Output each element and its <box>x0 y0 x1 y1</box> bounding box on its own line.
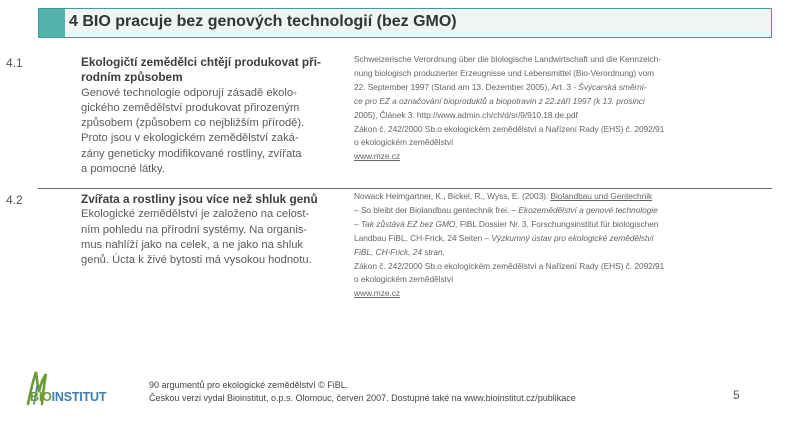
body-line: způsobem (způsobem co nejbližším přírodě). <box>81 117 305 130</box>
reference-line: Schweizerische Verordnung über die biologische Landwirtschaft und die Kennzeich- <box>354 54 661 64</box>
reference-link[interactable]: www.mze.cz <box>354 151 401 162</box>
section-title-line: Ekologičtí zemědělci chtějí produkovat při- <box>81 55 321 69</box>
ref-italic: – Tak zůstává EZ bez GMO, <box>354 218 458 229</box>
body-line: mus nahlíží jako na celek, a ne jako na shluk <box>81 238 304 251</box>
section-title-line: rodním způsobem <box>81 70 183 85</box>
reference-link[interactable]: Biolandbau und Gentechnik <box>550 191 653 201</box>
page-title: 4 BIO pracuje bez genových technologií (bez GMO) <box>69 13 457 30</box>
footer-copyright: 90 argumentů pro ekologické zemědělství © FiBL. <box>149 380 349 390</box>
reference-line <box>354 204 774 218</box>
body-line: genů. Úcta k živé bytosti má vysokou hodnotu. <box>81 254 312 267</box>
bioinstitut-logo <box>22 370 142 410</box>
reference-line: o ekologickém zemědělství <box>354 137 454 148</box>
section-header <box>38 8 772 38</box>
reference-line <box>354 190 774 204</box>
logo-suffix: INSTITUT <box>51 390 107 404</box>
section-title-line: Zvířata a rostliny jsou více než shluk genů <box>81 192 318 206</box>
reference-line <box>354 218 774 232</box>
logo-prefix: BIO <box>30 390 52 404</box>
section-number: 4.1 <box>6 56 23 70</box>
ref-italic: Švýcarská směrni- <box>578 81 647 92</box>
reference-line <box>354 232 774 246</box>
body-line: Proto jsou v ekologickém zemědělství zaká- <box>81 132 299 145</box>
ref-italic: Výzkumný ústav pro ekologické zemědělství <box>491 232 654 243</box>
reference-link[interactable]: www.mze.cz <box>354 288 401 299</box>
body-line: Ekologické zemědělství je založeno na celost- <box>81 208 310 221</box>
header-accent-bar <box>39 9 65 37</box>
section-text <box>81 55 343 177</box>
ref-text: – So bleibt der Biolandbau gentechnik frei. – <box>354 204 517 215</box>
references <box>354 190 774 301</box>
ref-italic: Ekozemědělství a genové technologie <box>518 204 658 215</box>
reference-line: 2005), Článek 3. http://www.admin.ch/ch/d/sr/9/910.18.de.pdf <box>354 109 578 120</box>
section-divider <box>38 188 772 189</box>
reference-line <box>354 81 774 95</box>
ref-text: Nowack Heimgartner, K., Bickel, R., Wyss, E. (2003): <box>354 191 549 201</box>
body-line: ním pohledu na přírodní systémy. Na organis- <box>81 223 308 236</box>
section-text <box>81 192 343 268</box>
body-line: gického zemědělství produkovat přirozeným <box>81 101 300 114</box>
references <box>354 53 774 164</box>
reference-line: o ekologickém zemědělství <box>354 274 454 285</box>
reference-line: FiBL, CH-Frick, 24 stran. <box>354 246 445 257</box>
body-line: Genové technologie odporují zásadě ekolo- <box>81 86 297 99</box>
footer-publisher: Českou verzi vydal Bioinstitut, o.p.s. Olomouc, červen 2007. Dostupné také na www.bioinstitut.cz/publikace <box>149 393 576 403</box>
ref-text: FiBL Dossier Nr. 3, Forschungsinstitut für biologischen <box>459 218 659 229</box>
reference-line: ce pro EZ a označování bioproduktů a biopotravin z 22.září 1997 (k 13. prosinci <box>354 95 645 106</box>
ref-text: Landbau FiBL, CH-Frick, 24 Seiten – <box>354 232 490 243</box>
reference-line: Zákon č. 242/2000 Sb.o ekologickém zemědělství a Nařízení Rady (EHS) č. 2092/91 <box>354 260 665 271</box>
logo-text <box>30 390 106 404</box>
ref-text: 22. September 1997 (Stand am 13. Dezember 2005), Art. 3 - <box>354 81 577 92</box>
body-line: zány geneticky modifikované rostliny, zvířata <box>81 147 302 160</box>
section-number: 4.2 <box>6 193 23 207</box>
reference-line: Zákon č. 242/2000 Sb.o ekologickém zemědělství a Nařízení Rady (EHS) č. 2092/91 <box>354 123 665 134</box>
reference-line: nung biologisch produzierter Erzeugnisse und Lebensmittel (Bio-Verordnung) vom <box>354 67 655 78</box>
page-number: 5 <box>733 388 740 402</box>
body-line: a pomocné látky. <box>81 163 165 176</box>
